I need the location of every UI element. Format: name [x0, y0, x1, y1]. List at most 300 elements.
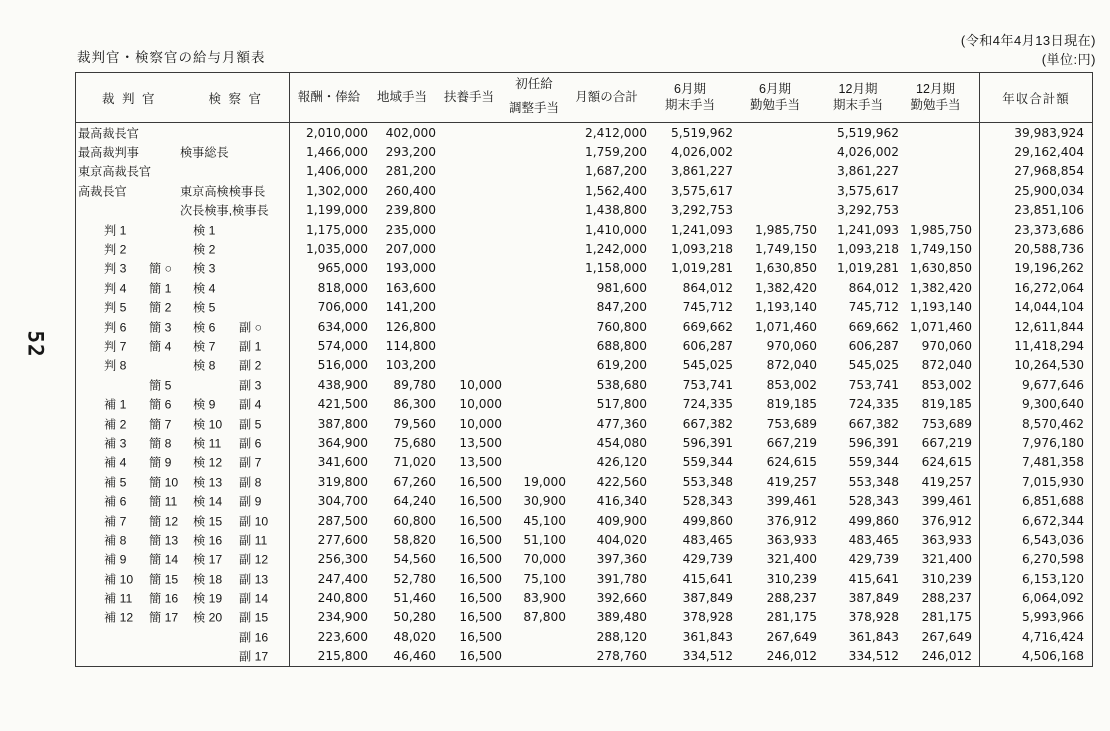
cell-june-diligence: 376,912 — [766, 513, 817, 528]
cell-june-term-end: 606,287 — [682, 338, 733, 353]
label-judge-rank: 判 6 — [104, 320, 127, 335]
cell-regional-allowance: 71,020 — [393, 455, 436, 470]
cell-annual-total: 6,270,598 — [1021, 552, 1084, 567]
cell-dependent-allowance: 10,000 — [459, 416, 502, 431]
cell-initial-adjustment: 70,000 — [523, 552, 566, 567]
label-vice-prosecutor-rank: 副 7 — [239, 455, 262, 470]
cell-june-term-end: 483,465 — [682, 532, 733, 547]
table-row — [76, 414, 1092, 433]
table-row — [76, 394, 1092, 413]
cell-annual-total: 9,300,640 — [1021, 397, 1084, 412]
table-row — [76, 317, 1092, 336]
cell-salary: 319,800 — [317, 474, 368, 489]
cell-dependent-allowance: 16,500 — [459, 629, 502, 644]
label-prosecutor-name: 東京高検検事長 — [180, 184, 266, 199]
cell-dec-diligence: 753,689 — [921, 416, 972, 431]
label-summary-court-rank: 簡 13 — [149, 533, 179, 548]
row-values — [290, 608, 980, 627]
cell-monthly-total: 477,360 — [596, 416, 647, 431]
label-judge-rank: 補 4 — [104, 455, 127, 470]
cell-dec-term-end: 545,025 — [848, 358, 899, 373]
cell-dec-diligence: 819,185 — [921, 397, 972, 412]
cell-june-term-end: 669,662 — [682, 319, 733, 334]
cell-salary: 421,500 — [317, 397, 368, 412]
cell-initial-adjustment: 51,100 — [523, 532, 566, 547]
table-row — [76, 278, 1092, 297]
cell-annual-total: 20,588,736 — [1014, 242, 1084, 257]
table-row — [76, 142, 1092, 161]
table-row — [76, 550, 1092, 569]
cell-regional-allowance: 402,000 — [385, 125, 436, 140]
header-prosecutor: 検 察 官 — [208, 91, 263, 106]
row-labels — [76, 336, 290, 355]
row-values — [290, 433, 980, 452]
cell-annual-total: 7,976,180 — [1021, 435, 1084, 450]
label-summary-court-rank: 簡 15 — [149, 572, 179, 587]
cell-monthly-total: 392,660 — [596, 591, 647, 606]
cell-regional-allowance: 75,680 — [393, 435, 436, 450]
label-vice-prosecutor-rank: 副 11 — [239, 533, 268, 548]
row-values — [290, 394, 980, 413]
label-judge-name: 高裁長官 — [78, 184, 127, 199]
label-judge-rank: 判 1 — [104, 223, 127, 238]
table-row — [76, 647, 1092, 666]
cell-monthly-total: 847,200 — [596, 300, 647, 315]
cell-june-term-end: 499,860 — [682, 513, 733, 528]
cell-june-term-end: 3,861,227 — [670, 164, 733, 179]
cell-regional-allowance: 239,800 — [385, 203, 436, 218]
cell-regional-allowance: 54,560 — [393, 552, 436, 567]
cell-annual-total: 16,272,064 — [1014, 280, 1084, 295]
label-summary-court-rank: 簡 4 — [149, 339, 172, 354]
cell-salary: 1,199,000 — [305, 203, 368, 218]
cell-annual-total: 6,672,344 — [1021, 513, 1084, 528]
row-labels — [76, 394, 290, 413]
cell-annual-total: 12,611,844 — [1014, 319, 1084, 334]
table-row — [76, 569, 1092, 588]
label-prosecutor-rank: 検 15 — [193, 514, 223, 528]
row-labels — [76, 356, 290, 375]
header-dec-term-end: 12月期 期末手当 — [832, 81, 883, 112]
cell-annual-total: 29,162,404 — [1014, 145, 1084, 160]
cell-dec-term-end: 4,026,002 — [836, 145, 899, 160]
cell-dec-term-end: 3,292,753 — [836, 203, 899, 218]
cell-june-term-end: 3,575,617 — [670, 183, 733, 198]
table-row — [76, 530, 1092, 549]
label-summary-court-rank: 簡 6 — [149, 397, 172, 412]
cell-dependent-allowance: 16,500 — [459, 532, 502, 547]
cell-regional-allowance: 50,280 — [393, 610, 436, 625]
cell-monthly-total: 538,680 — [596, 377, 647, 392]
cell-regional-allowance: 60,800 — [393, 513, 436, 528]
unit-note: (単位:円) — [1041, 52, 1096, 67]
label-vice-prosecutor-rank: 副 17 — [239, 649, 269, 664]
cell-june-diligence: 419,257 — [766, 474, 817, 489]
cell-june-term-end: 596,391 — [682, 435, 733, 450]
label-judge-rank: 補 5 — [104, 475, 127, 490]
table-row — [76, 201, 1092, 220]
label-summary-court-rank: 簡 9 — [149, 455, 172, 470]
header-officials-group — [76, 73, 290, 122]
cell-dec-term-end: 528,343 — [848, 494, 899, 509]
cell-annual-total: 11,418,294 — [1014, 338, 1084, 353]
cell-annual-total: 9,677,646 — [1021, 377, 1084, 392]
cell-dec-term-end: 1,093,218 — [836, 242, 899, 257]
header-june-term-end: 6月期 期末手当 — [664, 81, 715, 112]
label-judge-rank: 補 2 — [104, 417, 127, 432]
label-summary-court-rank: 簡 17 — [149, 610, 179, 625]
row-values — [290, 414, 980, 433]
row-values — [290, 317, 980, 336]
cell-dec-term-end: 429,739 — [848, 552, 899, 567]
label-summary-court-rank: 簡 2 — [149, 300, 172, 315]
cell-annual-total: 10,264,530 — [1014, 358, 1084, 373]
label-vice-prosecutor-rank: 副 5 — [239, 417, 262, 432]
cell-dependent-allowance: 16,500 — [459, 610, 502, 625]
cell-initial-adjustment: 45,100 — [523, 513, 566, 528]
label-judge-rank: 補 10 — [104, 572, 134, 587]
label-prosecutor-rank: 検 16 — [193, 533, 223, 548]
label-prosecutor-rank: 検 11 — [193, 436, 222, 451]
cell-monthly-total: 1,242,000 — [584, 242, 647, 257]
cell-dec-term-end: 864,012 — [848, 280, 899, 295]
cell-regional-allowance: 79,560 — [393, 416, 436, 431]
cell-salary: 818,000 — [317, 280, 368, 295]
cell-salary: 223,600 — [317, 629, 368, 644]
label-judge-rank: 判 4 — [104, 281, 127, 296]
cell-monthly-total: 1,687,200 — [584, 164, 647, 179]
cell-dec-diligence: 667,219 — [921, 435, 972, 450]
cell-june-term-end: 415,641 — [682, 571, 733, 586]
cell-june-diligence: 1,985,750 — [754, 222, 817, 237]
cell-salary: 706,000 — [317, 300, 368, 315]
label-judge-rank: 補 7 — [104, 514, 127, 528]
cell-june-term-end: 3,292,753 — [670, 203, 733, 218]
row-labels — [76, 627, 290, 646]
cell-salary: 387,800 — [317, 416, 368, 431]
cell-monthly-total: 1,410,000 — [584, 222, 647, 237]
cell-annual-total: 6,851,688 — [1021, 494, 1084, 509]
label-prosecutor-rank: 検 12 — [193, 455, 223, 470]
cell-dependent-allowance: 10,000 — [459, 377, 502, 392]
cell-dependent-allowance: 16,500 — [459, 513, 502, 528]
cell-june-term-end: 553,348 — [682, 474, 733, 489]
row-labels — [76, 472, 290, 491]
cell-monthly-total: 288,120 — [596, 629, 647, 644]
table-row — [76, 491, 1092, 510]
cell-initial-adjustment: 83,900 — [523, 591, 566, 606]
cell-annual-total: 27,968,854 — [1014, 164, 1084, 179]
cell-dependent-allowance: 16,500 — [459, 591, 502, 606]
header-salary: 報酬・俸給 — [297, 89, 361, 104]
label-judge-name: 最高裁判事 — [78, 145, 139, 160]
cell-dependent-allowance: 16,500 — [459, 474, 502, 489]
label-prosecutor-rank: 検 10 — [193, 417, 223, 432]
cell-regional-allowance: 260,400 — [385, 183, 436, 198]
row-labels — [76, 530, 290, 549]
cell-dec-term-end: 596,391 — [848, 435, 899, 450]
cell-regional-allowance: 235,000 — [385, 222, 436, 237]
cell-june-diligence: 281,175 — [766, 610, 817, 625]
cell-regional-allowance: 52,780 — [393, 571, 436, 586]
label-prosecutor-rank: 検 1 — [193, 223, 216, 238]
cell-annual-total: 8,570,462 — [1021, 416, 1084, 431]
cell-dec-diligence: 399,461 — [921, 494, 972, 509]
cell-june-term-end: 528,343 — [682, 494, 733, 509]
cell-june-diligence: 753,689 — [766, 416, 817, 431]
row-values — [290, 569, 980, 588]
row-values — [290, 123, 980, 142]
row-values — [290, 181, 980, 200]
row-values — [290, 162, 980, 181]
cell-dec-term-end: 499,860 — [848, 513, 899, 528]
cell-regional-allowance: 58,820 — [393, 532, 436, 547]
cell-june-diligence: 399,461 — [766, 494, 817, 509]
cell-dec-term-end: 669,662 — [848, 319, 899, 334]
cell-regional-allowance: 67,260 — [393, 474, 436, 489]
cell-dec-term-end: 361,843 — [848, 629, 899, 644]
cell-june-diligence: 1,382,420 — [754, 280, 817, 295]
cell-initial-adjustment: 30,900 — [523, 494, 566, 509]
cell-salary: 341,600 — [317, 455, 368, 470]
salary-table — [75, 72, 1093, 667]
cell-june-term-end: 1,241,093 — [670, 222, 733, 237]
row-labels — [76, 414, 290, 433]
cell-dependent-allowance: 13,500 — [459, 455, 502, 470]
row-values — [290, 220, 980, 239]
label-judge-rank: 判 2 — [104, 242, 127, 257]
row-labels — [76, 123, 290, 142]
label-prosecutor-rank: 検 20 — [193, 610, 223, 625]
label-summary-court-rank: 簡 14 — [149, 552, 179, 567]
cell-dec-term-end: 606,287 — [848, 338, 899, 353]
cell-dec-diligence: 267,649 — [921, 629, 972, 644]
label-vice-prosecutor-rank: 副 13 — [239, 572, 269, 587]
cell-dec-term-end: 559,344 — [848, 455, 899, 470]
cell-june-diligence: 1,193,140 — [754, 300, 817, 315]
header-dependent-allowance: 扶養手当 — [443, 89, 494, 104]
cell-monthly-total: 760,800 — [596, 319, 647, 334]
table-row — [76, 472, 1092, 491]
cell-june-term-end: 334,512 — [682, 649, 733, 664]
table-row — [76, 588, 1092, 607]
cell-monthly-total: 404,020 — [596, 532, 647, 547]
cell-salary: 304,700 — [317, 494, 368, 509]
cell-june-term-end: 559,344 — [682, 455, 733, 470]
cell-regional-allowance: 163,600 — [385, 280, 436, 295]
cell-dec-diligence: 1,193,140 — [909, 300, 972, 315]
cell-june-diligence: 321,400 — [766, 552, 817, 567]
row-labels — [76, 317, 290, 336]
cell-monthly-total: 1,759,200 — [584, 145, 647, 160]
table-row — [76, 433, 1092, 452]
row-labels — [76, 375, 290, 394]
cell-june-diligence: 1,071,460 — [754, 319, 817, 334]
label-judge-rank: 補 12 — [104, 610, 134, 625]
cell-monthly-total: 619,200 — [596, 358, 647, 373]
row-labels — [76, 569, 290, 588]
cell-dec-term-end: 483,465 — [848, 532, 899, 547]
cell-salary: 2,010,000 — [305, 125, 368, 140]
cell-salary: 1,466,000 — [305, 145, 368, 160]
label-summary-court-rank: 簡 1 — [149, 281, 172, 296]
table-row — [76, 239, 1092, 258]
cell-monthly-total: 688,800 — [596, 338, 647, 353]
label-summary-court-rank: 簡 3 — [149, 320, 172, 335]
cell-dependent-allowance: 16,500 — [459, 494, 502, 509]
label-judge-rank: 判 8 — [104, 358, 127, 373]
row-values — [290, 201, 980, 220]
cell-dec-term-end: 745,712 — [848, 300, 899, 315]
row-labels — [76, 608, 290, 627]
cell-june-diligence: 872,040 — [766, 358, 817, 373]
row-values — [290, 336, 980, 355]
cell-dec-diligence: 321,400 — [921, 552, 972, 567]
cell-dec-diligence: 288,237 — [921, 591, 972, 606]
cell-june-term-end: 745,712 — [682, 300, 733, 315]
table-row — [76, 298, 1092, 317]
cell-june-term-end: 429,739 — [682, 552, 733, 567]
label-vice-prosecutor-rank: 副 12 — [239, 552, 269, 567]
label-vice-prosecutor-rank: 副 6 — [239, 436, 262, 451]
cell-dec-term-end: 553,348 — [848, 474, 899, 489]
row-values — [290, 472, 980, 491]
cell-annual-total: 4,506,168 — [1021, 649, 1084, 664]
cell-annual-total: 14,044,104 — [1014, 300, 1084, 315]
cell-annual-total: 23,373,686 — [1014, 222, 1084, 237]
cell-dec-diligence: 376,912 — [921, 513, 972, 528]
cell-monthly-total: 391,780 — [596, 571, 647, 586]
cell-monthly-total: 1,438,800 — [584, 203, 647, 218]
cell-dec-term-end: 5,519,962 — [836, 125, 899, 140]
label-vice-prosecutor-rank: 副 2 — [239, 358, 262, 373]
table-row — [76, 627, 1092, 646]
cell-salary: 1,175,000 — [305, 222, 368, 237]
label-vice-prosecutor-rank: 副 15 — [239, 610, 269, 625]
row-labels — [76, 142, 290, 161]
cell-june-term-end: 361,843 — [682, 629, 733, 644]
label-prosecutor-rank: 検 3 — [193, 261, 216, 276]
cell-dec-diligence: 363,933 — [921, 532, 972, 547]
label-prosecutor-rank: 検 4 — [193, 281, 216, 296]
cell-dependent-allowance: 13,500 — [459, 435, 502, 450]
row-values — [290, 375, 980, 394]
cell-dec-term-end: 378,928 — [848, 610, 899, 625]
label-vice-prosecutor-rank: 副 4 — [239, 397, 262, 412]
label-summary-court-rank: 簡 ○ — [149, 261, 172, 276]
label-judge-rank: 判 7 — [104, 339, 127, 354]
table-body — [76, 123, 1092, 666]
row-labels — [76, 201, 290, 220]
label-summary-court-rank: 簡 8 — [149, 436, 172, 451]
row-labels — [76, 433, 290, 452]
table-row — [76, 162, 1092, 181]
label-judge-name: 最高裁長官 — [78, 126, 139, 141]
label-prosecutor-rank: 検 8 — [193, 358, 216, 373]
row-labels — [76, 550, 290, 569]
cell-dec-term-end: 724,335 — [848, 397, 899, 412]
label-summary-court-rank: 簡 16 — [149, 591, 179, 606]
label-judge-rank: 判 3 — [104, 261, 127, 276]
cell-dec-term-end: 753,741 — [848, 377, 899, 392]
cell-regional-allowance: 193,000 — [385, 261, 436, 276]
cell-dec-term-end: 334,512 — [848, 649, 899, 664]
cell-dec-diligence: 853,002 — [921, 377, 972, 392]
cell-dec-diligence: 419,257 — [921, 474, 972, 489]
cell-regional-allowance: 48,020 — [393, 629, 436, 644]
cell-june-term-end: 864,012 — [682, 280, 733, 295]
date-note: (令和4年4月13日現在) — [960, 33, 1096, 48]
cell-dec-diligence: 1,985,750 — [909, 222, 972, 237]
label-judge-rank: 補 9 — [104, 552, 127, 567]
cell-june-diligence: 288,237 — [766, 591, 817, 606]
header-initial-adjustment: 初任給 調整手当 — [508, 77, 559, 116]
header-dec-diligence: 12月期 勤勉手当 — [910, 81, 961, 112]
row-labels — [76, 298, 290, 317]
label-prosecutor-rank: 検 9 — [193, 397, 216, 412]
label-summary-court-rank: 簡 7 — [149, 417, 172, 432]
row-labels — [76, 647, 290, 666]
cell-dependent-allowance: 16,500 — [459, 571, 502, 586]
cell-regional-allowance: 89,780 — [393, 377, 436, 392]
cell-june-diligence: 624,615 — [766, 455, 817, 470]
cell-dec-term-end: 1,019,281 — [836, 261, 899, 276]
cell-annual-total: 6,543,036 — [1021, 532, 1084, 547]
page-number: 52 — [23, 330, 48, 358]
table-header — [76, 73, 1092, 123]
cell-monthly-total: 278,760 — [596, 649, 647, 664]
label-vice-prosecutor-rank: 副 9 — [239, 494, 262, 509]
cell-dec-diligence: 1,749,150 — [909, 242, 972, 257]
cell-monthly-total: 416,340 — [596, 494, 647, 509]
header-june-diligence: 6月期 勤勉手当 — [749, 81, 800, 112]
label-vice-prosecutor-rank: 副 3 — [239, 378, 262, 393]
cell-annual-total: 4,716,424 — [1021, 629, 1084, 644]
row-labels — [76, 181, 290, 200]
row-labels — [76, 491, 290, 510]
cell-annual-total: 7,481,358 — [1021, 455, 1084, 470]
cell-salary: 1,302,000 — [305, 183, 368, 198]
cell-annual-total: 5,993,966 — [1021, 610, 1084, 625]
cell-june-diligence: 310,239 — [766, 571, 817, 586]
cell-june-diligence: 819,185 — [766, 397, 817, 412]
cell-annual-total: 19,196,262 — [1014, 261, 1084, 276]
row-labels — [76, 588, 290, 607]
cell-monthly-total: 1,562,400 — [584, 183, 647, 198]
cell-initial-adjustment: 75,100 — [523, 571, 566, 586]
label-judge-rank: 補 1 — [104, 397, 127, 412]
cell-regional-allowance: 51,460 — [393, 591, 436, 606]
cell-salary: 516,000 — [317, 358, 368, 373]
cell-salary: 240,800 — [317, 591, 368, 606]
cell-regional-allowance: 293,200 — [385, 145, 436, 160]
cell-june-diligence: 970,060 — [766, 338, 817, 353]
cell-monthly-total: 422,560 — [596, 474, 647, 489]
cell-salary: 277,600 — [317, 532, 368, 547]
label-judge-rank: 補 6 — [104, 494, 127, 509]
row-values — [290, 550, 980, 569]
label-summary-court-rank: 簡 10 — [149, 475, 179, 490]
cell-monthly-total: 454,080 — [596, 435, 647, 450]
cell-monthly-total: 397,360 — [596, 552, 647, 567]
cell-monthly-total: 2,412,000 — [584, 125, 647, 140]
cell-june-diligence: 1,749,150 — [754, 242, 817, 257]
label-judge-name: 東京高裁長官 — [78, 164, 152, 179]
cell-dec-diligence: 281,175 — [921, 610, 972, 625]
cell-initial-adjustment: 19,000 — [523, 474, 566, 489]
label-prosecutor-rank: 検 5 — [193, 300, 216, 315]
row-values — [290, 239, 980, 258]
